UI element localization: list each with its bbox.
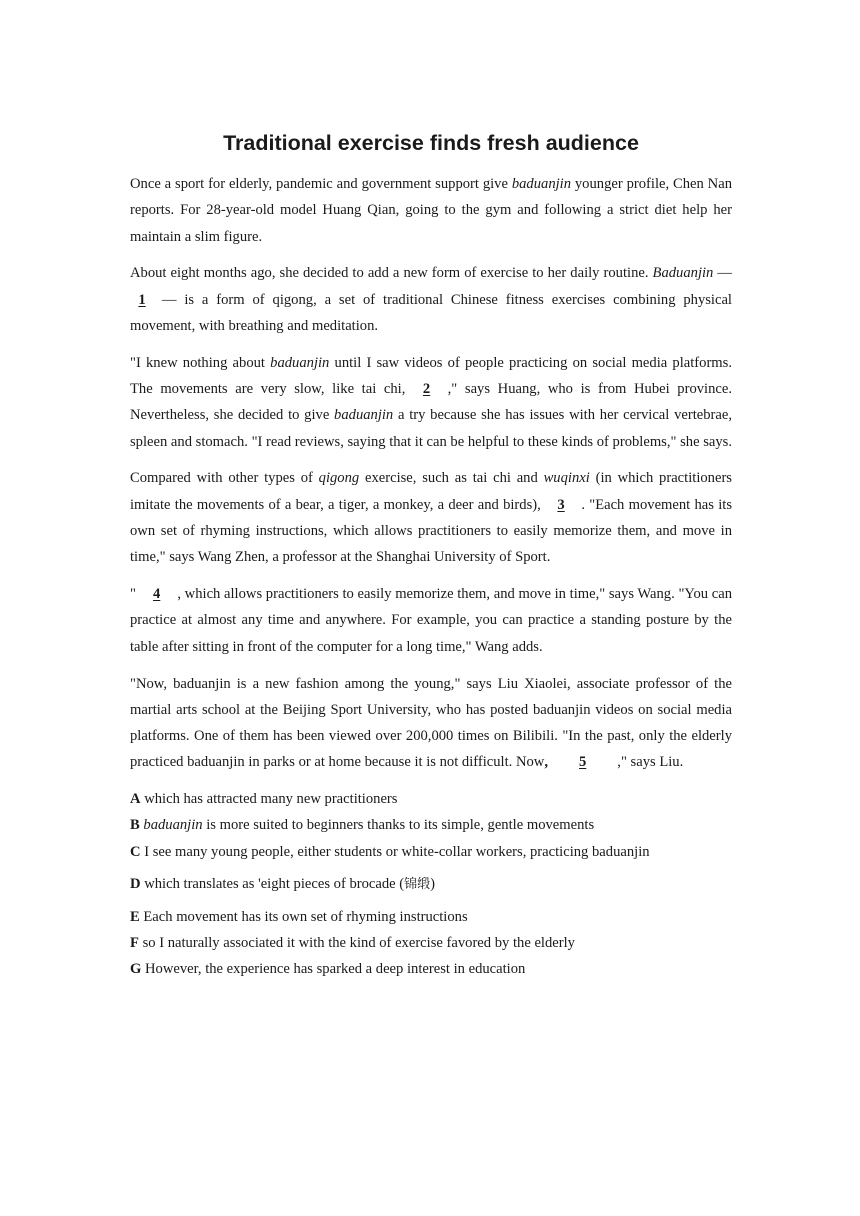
paragraph-6 (130, 671, 732, 776)
option-text: is more suited to beginners thanks to its simple, gentle movements (202, 817, 595, 834)
article-title: Traditional exercise finds fresh audience (223, 131, 639, 155)
option-letter: E (130, 909, 140, 926)
option-letter: D (130, 875, 141, 892)
option-text: so I naturally associated it with the kind of exercise favored by the elderly (138, 935, 575, 952)
bold-comma: , (544, 754, 548, 771)
option-d[interactable] (130, 871, 732, 898)
paragraph-text: a try because she has issues with her cervical vertebrae, spleen and stomach. "I read reviews, saying that it can be helpful to these kinds of problems," she says. (130, 407, 732, 450)
chinese-text: 锦缎 (404, 876, 431, 892)
document-page (130, 128, 732, 983)
blank-1[interactable]: 1 (138, 291, 146, 308)
option-letter: C (130, 843, 141, 860)
paragraph-text: " (130, 586, 140, 603)
option-g[interactable] (130, 956, 732, 982)
italic-term: baduanjin (270, 354, 330, 371)
italic-term: baduanjin (334, 407, 394, 424)
paragraph-1 (130, 171, 732, 250)
paragraph-5 (130, 581, 732, 660)
italic-term: Baduanjin (652, 265, 714, 282)
blank-5[interactable]: 5 (578, 754, 587, 771)
paragraph-text: "I knew nothing about (130, 354, 271, 371)
option-f[interactable] (130, 930, 732, 956)
option-letter: F (130, 935, 139, 952)
option-text: Each movement has its own set of rhyming instructions (139, 909, 468, 926)
paragraph-text: younger profile, Chen Nan reports. For 28-year-old model Huang Qian, going to the gym and following a strict diet help her maintain a slim figure. (130, 176, 732, 245)
option-c[interactable] (130, 839, 732, 865)
italic-term: baduanjin (143, 817, 203, 834)
option-letter: B (130, 817, 140, 834)
paragraph-text: exercise, such as tai chi and (359, 470, 544, 487)
paragraph-text: About eight months ago, she decided to add a new form of exercise to her daily routine. (130, 265, 653, 282)
option-text-tail: ) (430, 875, 436, 892)
italic-term: wuqinxi (543, 470, 590, 487)
blank-3[interactable]: 3 (557, 496, 565, 513)
paragraph-3 (130, 350, 732, 455)
option-e[interactable] (130, 904, 732, 930)
paragraph-2 (130, 260, 732, 339)
paragraph-text: — (713, 265, 732, 282)
paragraph-text: Once a sport for elderly, pandemic and government support give (130, 176, 512, 192)
paragraph-text: , which allows practitioners to easily memorize them, and move in time," says Wang. "You can practice at almost any time and anywhere. For example, you can practice a standing posture by the table after sitting in front of the computer for a long time," Wang adds. (130, 586, 733, 655)
paragraph-text: until I saw videos of people practicing on social media platforms. The movements are very slow, like tai chi, (130, 354, 732, 398)
option-b[interactable] (130, 812, 732, 838)
option-text: However, the experience has sparked a deep interest in education (141, 961, 526, 978)
italic-term: qigong (318, 470, 360, 487)
italic-term: baduanjin (511, 176, 572, 192)
paragraph-text: "Now, baduanjin is a new fashion among the young," says Liu Xiaolei, associate professor of the martial arts school at the Beijing Sport University, who has posted baduanjin videos on social media platforms. One of them has been viewed over 200,000 times on Bilibili. "In the past, only the elderly practiced baduanjin in parks or at home because it is not difficult. Now (130, 675, 732, 771)
option-a[interactable] (130, 786, 732, 812)
option-letter: A (130, 791, 141, 808)
paragraph-text: ," says Huang, who is from Hubei province. Nevertheless, she decided to give (130, 381, 732, 424)
option-text: which translates as 'eight pieces of brocade ( (140, 875, 405, 892)
blank-4[interactable]: 4 (153, 586, 161, 603)
paragraph-text: (in which practitioners imitate the movements of a bear, a tiger, a monkey, a deer and birds), (130, 470, 732, 513)
option-text: which has attracted many new practitioners (140, 791, 398, 808)
paragraph-text: — is a form of qigong, a set of traditional Chinese fitness exercises combining physical movement, with breathing and meditation. (130, 291, 732, 334)
options-list (130, 786, 732, 982)
option-letter: G (130, 961, 142, 978)
paragraph-text: ," says Liu. (613, 754, 684, 771)
paragraph-text: . "Each movement has its own set of rhyming instructions, which allows practitioners to easily memorize them, and move in time," says Wang Zhen, a professor at the Shanghai University of Sport. (130, 496, 733, 566)
paragraph-4 (130, 465, 732, 570)
blank-2[interactable]: 2 (422, 381, 431, 398)
option-text: I see many young people, either students or white-collar workers, practicing baduanjin (140, 843, 650, 860)
paragraph-text: Compared with other types of (130, 470, 319, 487)
